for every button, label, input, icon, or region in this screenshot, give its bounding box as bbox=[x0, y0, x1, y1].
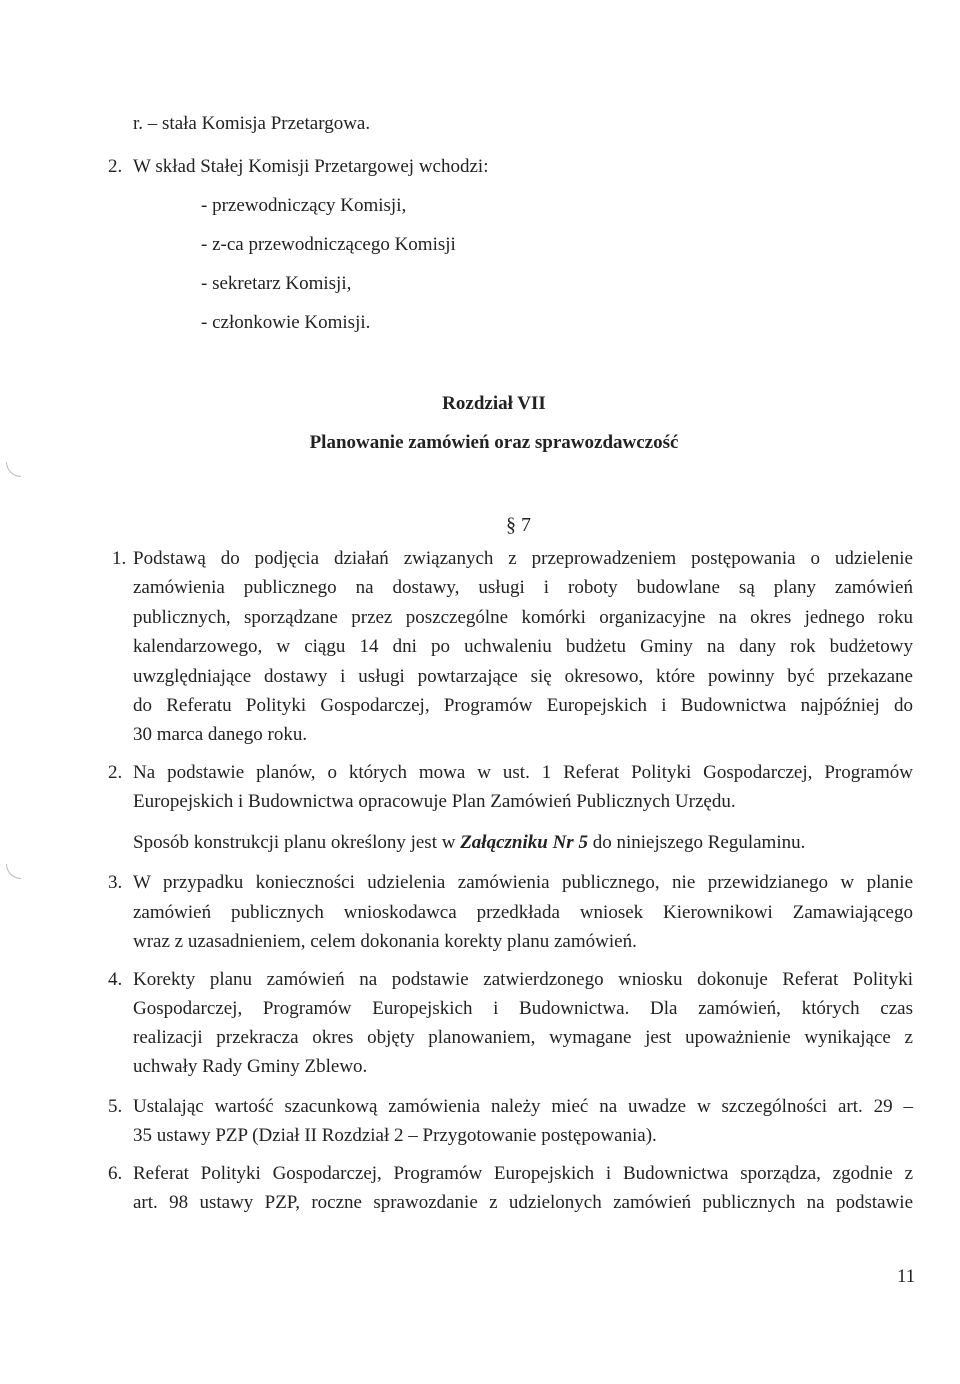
paragraph-line: zamówień publicznych wnioskodawca przedkłada wniosek Kierownikowi Zamawiającego bbox=[133, 902, 913, 923]
paragraph-line: Referat Polityki Gospodarczej, Programów Europejskich i Budownictwa sporządza, zgodnie z bbox=[133, 1163, 913, 1184]
list-item: - przewodniczący Komisji, bbox=[201, 195, 407, 216]
paragraph-line: uwzględniające dostawy i usługi powtarzające się okresowo, które powinny być przekazane bbox=[133, 666, 913, 687]
item-text: W skład Stałej Komisji Przetargowej wchodzi: bbox=[133, 156, 489, 177]
paragraph-line: Na podstawie planów, o których mowa w ust. 1 Referat Polityki Gospodarczej, Programów bbox=[133, 762, 913, 783]
item-number: 2. bbox=[108, 156, 123, 177]
paragraph-line: do Referatu Polityki Gospodarczej, Programów Europejskich i Budownictwa najpóźniej do bbox=[133, 695, 913, 716]
paragraph-line: wraz z uzasadnieniem, celem dokonania korekty planu zamówień. bbox=[133, 931, 637, 952]
paragraph-line: Korekty planu zamówień na podstawie zatwierdzonego wniosku dokonuje Referat Polityki bbox=[133, 969, 913, 990]
paragraph-line: W przypadku konieczności udzielenia zamówienia publicznego, nie przewidzianego w planie bbox=[133, 872, 913, 893]
attachment-reference: Załączniku Nr 5 bbox=[460, 832, 588, 853]
punch-hole-mark bbox=[6, 864, 21, 879]
paragraph-line: publicznych, sporządzane przez poszczególne komórki organizacyjne na okres jednego roku bbox=[133, 607, 913, 628]
text-fragment: do niniejszego Regulaminu. bbox=[587, 832, 806, 853]
text-fragment: Sposób konstrukcji planu określony jest w bbox=[133, 832, 461, 853]
item-number: 3. bbox=[108, 872, 123, 893]
paragraph-line bbox=[133, 830, 805, 856]
paragraph-line: 30 marca danego roku. bbox=[133, 724, 308, 745]
paragraph-line: uchwały Rady Gminy Zblewo. bbox=[133, 1056, 368, 1077]
intro-line: r. – stała Komisja Przetargowa. bbox=[133, 113, 371, 134]
item-number: 2. bbox=[108, 762, 123, 783]
chapter-title: Rozdział VII bbox=[442, 393, 546, 414]
paragraph-line: Podstawą do podjęcia działań związanych z przeprowadzeniem postępowania o udzielenie bbox=[133, 548, 913, 569]
page-number: 11 bbox=[897, 1266, 916, 1287]
paragraph-line: Europejskich i Budownictwa opracowuje Plan Zamówień Publicznych Urzędu. bbox=[133, 791, 736, 812]
list-item: - członkowie Komisji. bbox=[201, 312, 371, 333]
item-number: 4. bbox=[108, 969, 123, 990]
paragraph-line: Ustalając wartość szacunkową zamówienia należy mieć na uwadze w szczególności art. 29 – bbox=[133, 1096, 913, 1117]
paragraph-line: Gospodarczej, Programów Europejskich i Budownictwa. Dla zamówień, których czas bbox=[133, 998, 913, 1019]
paragraph-line: kalendarzowego, w ciągu 14 dni po uchwaleniu budżetu Gminy na dany rok budżetowy bbox=[133, 636, 913, 657]
item-number: 6. bbox=[108, 1163, 123, 1184]
list-item: - z-ca przewodniczącego Komisji bbox=[201, 234, 456, 255]
paragraph-line: art. 98 ustawy PZP, roczne sprawozdanie z udzielonych zamówień publicznych na podstawie bbox=[133, 1192, 913, 1213]
section-sign: § 7 bbox=[506, 514, 531, 536]
chapter-subtitle: Planowanie zamówień oraz sprawozdawczość bbox=[309, 432, 679, 453]
item-number: 1. bbox=[112, 548, 127, 569]
list-item: - sekretarz Komisji, bbox=[201, 273, 352, 294]
paragraph-line: zamówienia publicznego na dostawy, usługi i roboty budowlane są plany zamówień bbox=[133, 577, 913, 598]
item-number: 5. bbox=[108, 1096, 123, 1117]
punch-hole-mark bbox=[6, 462, 21, 477]
paragraph-line: realizacji przekracza okres objęty planowaniem, wymagane jest upoważnienie wynikające z bbox=[133, 1027, 913, 1048]
paragraph-line: 35 ustawy PZP (Dział II Rozdział 2 – Przygotowanie postępowania). bbox=[133, 1125, 657, 1146]
